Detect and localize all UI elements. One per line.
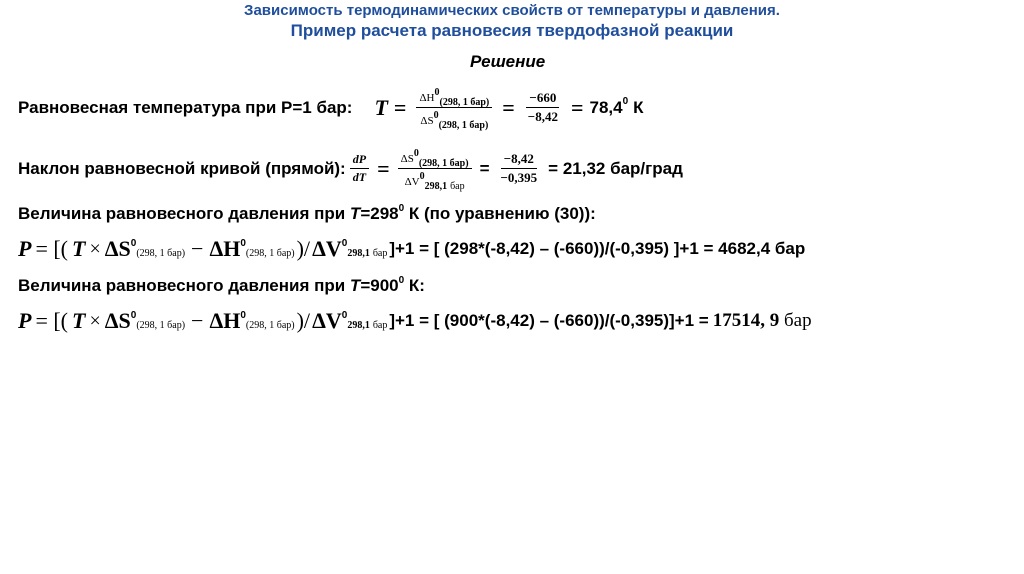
line1-result-sup: 0 bbox=[622, 96, 629, 107]
line2-label: Наклон равновесной кривой (прямой): bbox=[18, 158, 346, 178]
line2-eq2: = bbox=[479, 158, 490, 178]
f2-dH-sub: (298, 1 бар) bbox=[245, 319, 295, 331]
line4-text-b: =900 bbox=[360, 276, 399, 295]
slide-subtitle: Пример расчета равновесия твердофазной реакции bbox=[290, 21, 734, 40]
line1-num-prefix: ΔH bbox=[419, 92, 435, 104]
f1-lhs: P bbox=[18, 236, 32, 261]
line1-num-sup: 0 bbox=[434, 87, 440, 98]
line1-den-sup: 0 bbox=[433, 110, 439, 121]
f2-dS-sup: 0 bbox=[130, 309, 137, 321]
slide-title: Зависимость термодинамических свойств от температуры и давления. bbox=[244, 2, 780, 19]
line1-fraction-symbolic bbox=[416, 86, 492, 129]
line2-den-sup: 0 bbox=[419, 171, 425, 182]
pressure-at-900-heading bbox=[18, 276, 425, 296]
line3-text-b: =298 bbox=[360, 204, 399, 223]
line4-sup: 0 bbox=[398, 274, 405, 286]
f1-eq: = [( bbox=[35, 236, 69, 261]
line1-den-value: −8,42 bbox=[527, 109, 558, 124]
line2-result: = 21,32 бар/град bbox=[548, 158, 683, 178]
f2-tail-b: 17514, 9 bbox=[712, 310, 780, 331]
f1-dH-sub: (298, 1 бар) bbox=[245, 247, 295, 259]
line1-eq: = bbox=[393, 94, 407, 120]
line1-result-unit: К bbox=[633, 97, 644, 117]
line2-den-prefix: ΔV bbox=[404, 176, 420, 188]
line2-fraction-numeric bbox=[498, 151, 541, 186]
f1-minus: − bbox=[191, 236, 204, 261]
line1-eq3: = bbox=[570, 94, 584, 120]
f1-dS-sup: 0 bbox=[130, 237, 137, 249]
f2-dV: ΔV bbox=[312, 308, 342, 333]
f2-minus: − bbox=[191, 308, 204, 333]
f1-tail: ]+1 = [ (298*(-8,42) – (-660))/(-0,395) ]+1 = 4682,4 бар bbox=[389, 239, 806, 258]
f1-dV-sub-unit: бар bbox=[372, 247, 388, 259]
pressure-formula-900 bbox=[18, 308, 812, 334]
line2-num-sup: 0 bbox=[413, 148, 419, 159]
line1-den-prefix: ΔS bbox=[420, 115, 434, 127]
line2-eq: = bbox=[377, 155, 390, 181]
f1-dV-sup: 0 bbox=[341, 237, 348, 249]
line4-T: T bbox=[349, 276, 361, 295]
f2-dS-sub: (298, 1 бар) bbox=[136, 319, 186, 331]
f2-dV-sub-main: 298,1 bbox=[347, 319, 370, 331]
solution-heading: Решение bbox=[470, 52, 546, 71]
line4-text-c: К: bbox=[404, 276, 425, 295]
line2-fraction-symbolic bbox=[398, 147, 472, 190]
f1-T: T bbox=[72, 236, 86, 261]
line1-eq2: = bbox=[502, 94, 515, 120]
slope-line bbox=[18, 147, 683, 190]
line2-dP: dP bbox=[350, 152, 369, 169]
f2-dH: ΔH bbox=[209, 308, 241, 333]
f1-dV: ΔV bbox=[312, 236, 342, 261]
f2-times: × bbox=[89, 309, 101, 332]
f1-dV-sub-main: 298,1 bbox=[347, 247, 370, 259]
line2-num-prefix: ΔS bbox=[400, 153, 414, 165]
line3-text-a: Величина равновесного давления при bbox=[18, 204, 350, 223]
pressure-formula-298 bbox=[18, 236, 805, 262]
f1-dS-sub: (298, 1 бар) bbox=[136, 247, 186, 259]
f2-dH-sup: 0 bbox=[240, 309, 246, 321]
pressure-at-298-heading bbox=[18, 204, 596, 224]
line3-T: T bbox=[349, 204, 361, 223]
f1-dH-sup: 0 bbox=[240, 237, 246, 249]
line3-sup: 0 bbox=[398, 202, 405, 214]
line1-var-T: T bbox=[374, 94, 388, 120]
f1-dS: ΔS bbox=[104, 236, 131, 261]
f2-dS: ΔS bbox=[104, 308, 131, 333]
line1-fraction-numeric bbox=[525, 90, 561, 125]
f2-dV-sup: 0 bbox=[341, 309, 348, 321]
f2-slash: )/ bbox=[296, 308, 311, 333]
line1-num-sub: (298, 1 бар) bbox=[439, 97, 490, 108]
line1-num-value: −660 bbox=[526, 90, 559, 108]
f2-lhs: P bbox=[18, 308, 32, 333]
line2-den-sub-main: 298,1 bbox=[424, 181, 448, 192]
f2-tail-a: ]+1 = [ (900*(-8,42) – (-660))/(-0,395)]+1 = bbox=[389, 311, 709, 330]
line1-den-sub: (298, 1 бар) bbox=[438, 120, 489, 131]
f2-tail-c: бар bbox=[779, 310, 812, 331]
f1-slash: )/ bbox=[296, 236, 311, 261]
line2-den-sub-unit: бар bbox=[450, 181, 465, 192]
line2-num-value: −8,42 bbox=[501, 151, 537, 169]
line2-dpdt bbox=[350, 152, 369, 185]
f2-dV-sub-unit: бар bbox=[372, 319, 388, 331]
equilibrium-temperature-line bbox=[18, 86, 644, 129]
line3-text-c: К (по уравнению (30)): bbox=[404, 204, 596, 223]
f2-eq: = [( bbox=[35, 308, 69, 333]
f1-times: × bbox=[89, 237, 101, 260]
line2-dT: dT bbox=[352, 170, 367, 184]
line2-num-sub: (298, 1 бар) bbox=[418, 158, 469, 169]
f2-T: T bbox=[72, 308, 86, 333]
f1-dH: ΔH bbox=[209, 236, 241, 261]
line1-label: Равновесная температура при Р=1 бар: bbox=[18, 97, 353, 117]
line2-den-value: −0,395 bbox=[500, 170, 538, 185]
line4-text-a: Величина равновесного давления при bbox=[18, 276, 350, 295]
line1-result: 78,4 bbox=[589, 97, 623, 117]
